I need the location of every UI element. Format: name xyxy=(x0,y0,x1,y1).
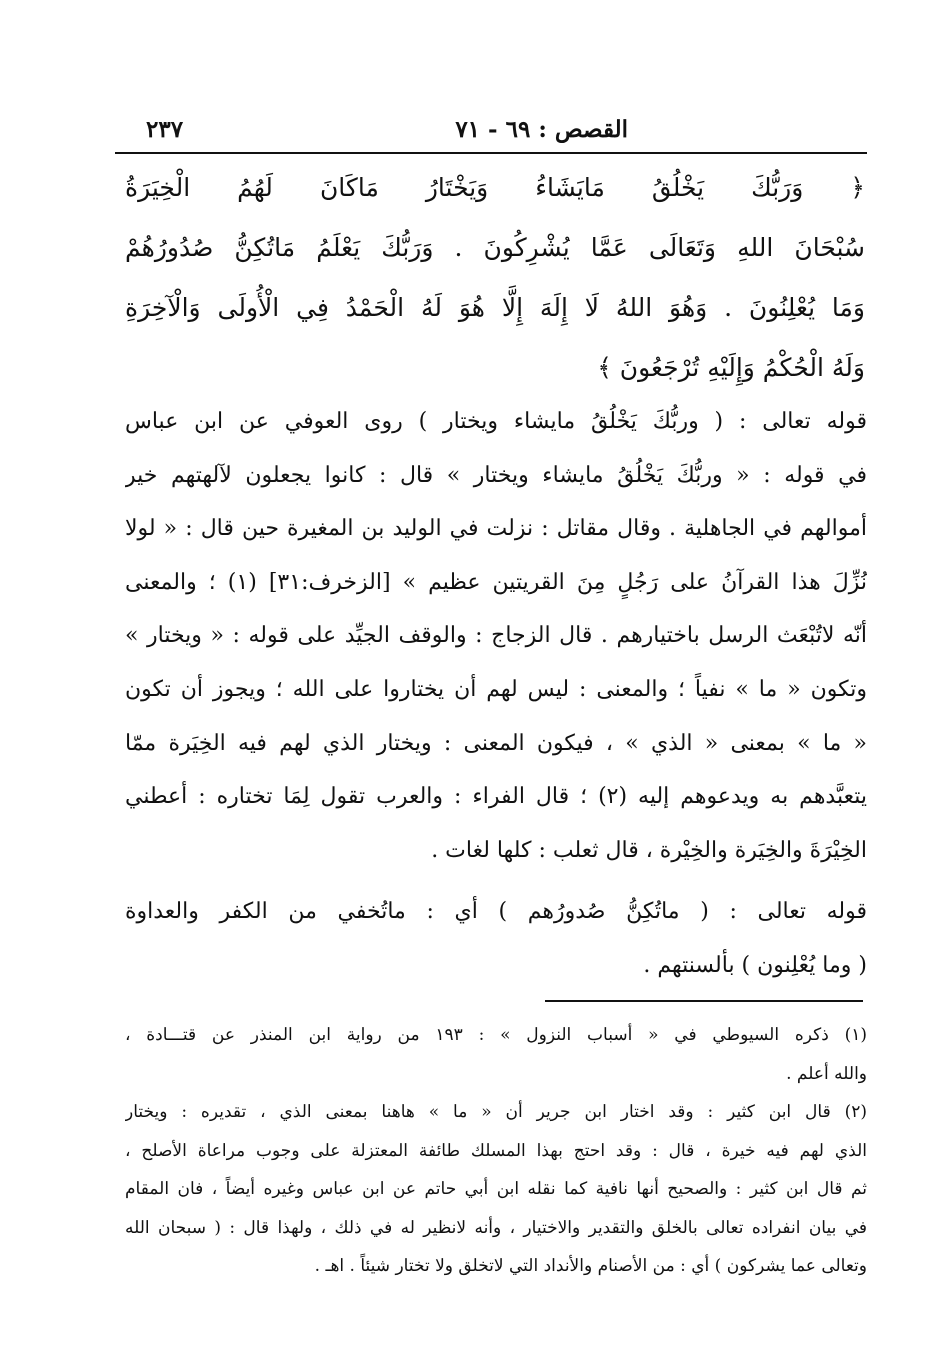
running-title: القصص : ٦٩ - ٧١ xyxy=(455,116,628,143)
commentary-line: ( وما يُعْلِنون ) بألسنتهم . xyxy=(643,952,867,978)
footnote-line: الذي لهم فيه خيرة ، قال : وقد احتج بهذا المسلك طائفة المعتزلة على وجوب مراعاة الأصلح ، xyxy=(125,1140,867,1161)
commentary-line: قوله تعالى : ( وربُّكَ يَخْلُقُ مايشاء ويختار ) روى العوفي عن ابن عباس xyxy=(125,409,867,434)
page-number: ٢٣٧ xyxy=(146,116,184,143)
footnote-line: (٢) قال ابن كثير : وقد اختار ابن جرير أن « ما » هاهنا بمعنى الذي ، تقديره : ويختار xyxy=(125,1102,867,1122)
commentary-line: قوله تعالى : ( ماتُكِنُّ صُدورُهم ) أي : ماتُخفي من الكفر والعداوة xyxy=(125,899,867,925)
commentary-line: نُزِّلَ هذا القرآنُ على رَجُلٍ مِنَ القريتين عظيم » [الزخرف:٣١] (١) ؛ والمعنى xyxy=(125,569,867,595)
footnote-rule xyxy=(545,1000,863,1002)
page-header xyxy=(118,112,868,152)
commentary-line: في قوله : « وربُّكَ يَخْلُقُ مايشاء ويختار » قال : كانوا يجعلون لآلهتهم خير xyxy=(125,462,867,488)
commentary-line: أنّه لاتُبْعَث الرسل باختيارهم . قال الزجاج : والوقف الجيِّد على قوله : « ويختار » xyxy=(125,623,867,649)
verse-line: سُبْحَانَ اللهِ وَتَعَالَى عَمَّا يُشْرِكُونَ . وَرَبُّكَ يَعْلَمُ مَاتُكِنُّ صُدُورُهُمْ xyxy=(125,233,865,262)
commentary-line: يتعبَّدهم به ويدعوهم إليه (٢) ؛ قال الفراء : والعرب تقول لِمَا تختاره : أعطني xyxy=(125,784,867,810)
footnote-line: (١) ذكره السيوطي في « أسباب النزول » : ١٩٣ من رواية ابن المنذر عن قتـــادة ، xyxy=(125,1025,867,1045)
footnote-line: وتعالى عما يشركون ) أي : من الأصنام والأنداد التي لاتخلق ولا تختار شيئاً . اهـ . xyxy=(314,1256,867,1276)
commentary-line: الخِيْرَةَ والخِيَرة والخِيْرة ، قال ثعلب : كلها لغات . xyxy=(431,837,867,863)
commentary-line: « ما » بمعنى « الذي » ، فيكون المعنى : ويختار الذي لهم فيه الخِيَرة ممّا xyxy=(125,730,867,756)
footnote-line: في بيان انفراده تعالى بالخلق والتقدير والاختيار ، وأنه لانظير له في ذلك ، ولهذا قال : ( سبحان الله xyxy=(125,1217,867,1238)
verse-line: وَلَهُ الْحُكْمُ وَإِلَيْهِ تُرْجَعُونَ ﴾ xyxy=(597,353,865,382)
footnote-line: والله أعلم . xyxy=(786,1063,867,1084)
verse-line: وَمَا يُعْلِنُونَ . وَهُوَ اللهُ لَا إِلَهَ إِلَّا هُوَ لَهُ الْحَمْدُ فِي الْأُولَى وَالْآخِرَةِ xyxy=(125,293,865,322)
commentary-line: أموالهم في الجاهلية . وقال مقاتل : نزلت في الوليد بن المغيرة حين قال : « لولا xyxy=(125,516,867,542)
commentary-line: وتكون « ما » نفياً ؛ والمعنى : ليس لهم أن يختاروا على الله ؛ ويجوز أن تكون xyxy=(125,676,867,702)
header-rule xyxy=(115,152,867,154)
footnotes xyxy=(125,1016,867,1286)
commentary-text xyxy=(125,395,867,993)
quran-verse-block xyxy=(125,158,865,398)
footnote-line: ثم قال ابن كثير : والصحيح أنها نافية كما نقله ابن أبي حاتم عن ابن عباس وغيره أيضاً ، فان المقام xyxy=(125,1179,867,1199)
verse-line: ﴿ وَرَبُّكَ يَخْلُقُ مَايَشَاءُ وَيَخْتَارُ مَاكَانَ لَهُمُ الْخِيَرَةُ xyxy=(125,173,865,202)
